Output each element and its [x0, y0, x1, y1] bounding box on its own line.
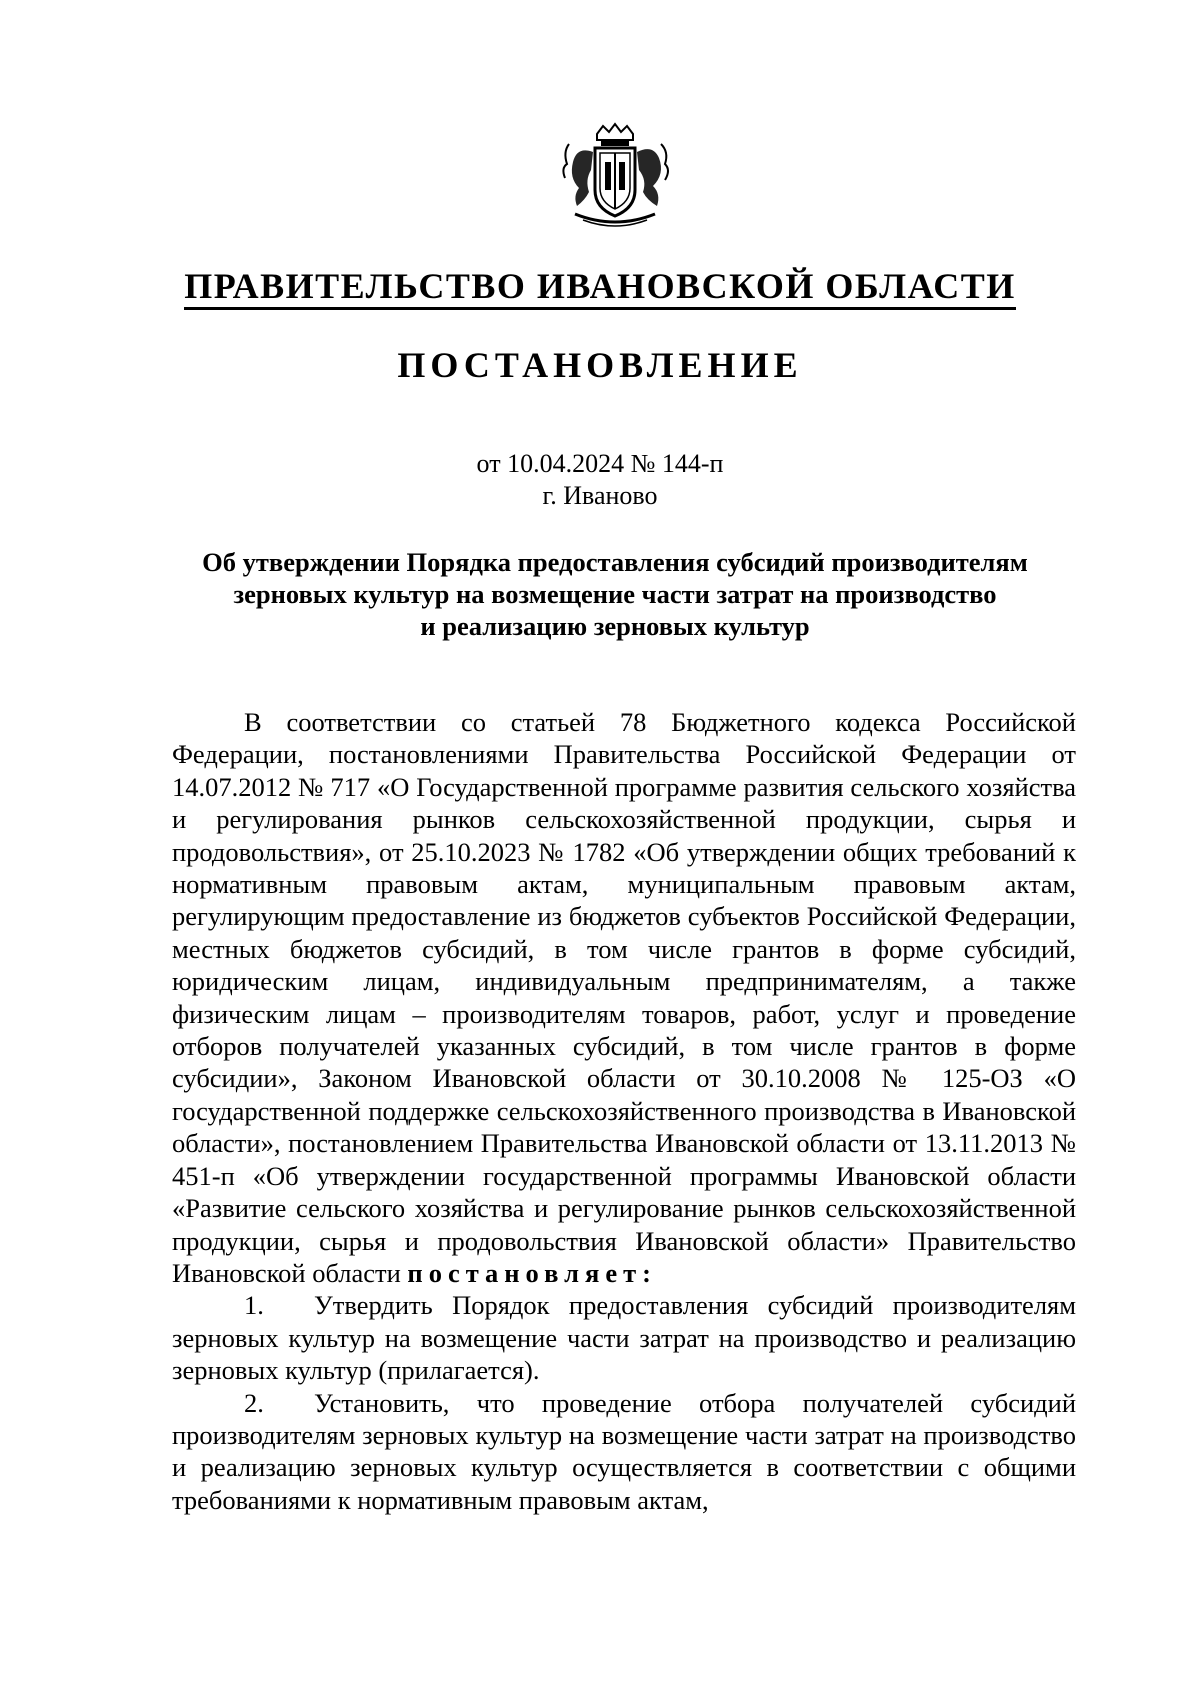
subject-line: зерновых культур на возмещение части затрат на производство [233, 579, 997, 609]
organization-title-text: ПРАВИТЕЛЬСТВО ИВАНОВСКОЙ ОБЛАСТИ [184, 266, 1016, 310]
document-type: ПОСТАНОВЛЕНИЕ [397, 345, 803, 385]
subject-line: и реализацию зерновых культур [420, 611, 810, 641]
item-number: 1. [244, 1290, 264, 1321]
date-number: от 10.04.2024 № 144-п [476, 449, 724, 478]
document-body [172, 706, 1076, 1516]
coat-of-arms-emblem [555, 122, 675, 232]
document-meta [0, 448, 1200, 512]
list-item [172, 1289, 1076, 1386]
organization-title [0, 265, 1200, 307]
list-item [172, 1387, 1076, 1517]
preamble-paragraph [172, 706, 1076, 1289]
item-text: Установить, что проведение отбора получателей субсидий производителям зерновых культур на возмещение части затрат на производство и реализацию зерновых культур осуществляется в соответствии с общими требованиями к нормативным правовым актам, [172, 1387, 1076, 1515]
item-text: Утвердить Порядок предоставления субсидий производителям зерновых культур на возмещение части затрат на производство и реализацию зерновых культур (прилагается). [172, 1290, 1076, 1386]
city: г. Иваново [542, 481, 658, 510]
item-number: 2. [244, 1387, 264, 1418]
resolves-word: постановляет: [407, 1257, 657, 1288]
preamble-text: В соответствии со статьей 78 Бюджетного кодекса Российской Федерации, постановлениями Правительства Российской Федерации от 14.07.2012 № 717 «О Государственной программе развития сельского хозяйства и регулирования рынков сельскохозяйственной продукции, сырья и продовольствия», от 25.10.2023 № 1782 «Об утверждении общих требований к нормативным правовым актам, муниципальным правовым актам, регулирующим предоставление из бюджетов субъектов Российской Федерации, местных бюджетов субсидий, в том числе грантов в форме субсидий, юридическим лицам, индивидуальным предпринимателям, а также физическим лицам – производителям товаров, работ, услуг и проведение отборов получателей указанных субсидий, в том числе грантов в форме субсидии», Законом Ивановской области от 30.10.2008 № 125-ОЗ «О государственной поддержке сельскохозяйственного производства в Ивановской области», постановлением Правительства Ивановской области от 13.11.2013 № 451-п «Об утверждении государственной программы Ивановской области «Развитие сельского хозяйства и регулирование рынков сельскохозяйственной продукции, сырья и продовольствия Ивановской области» Правительство Ивановской области [172, 707, 1076, 1288]
document-subject [170, 546, 1060, 642]
subject-line: Об утверждении Порядка предоставления субсидий производителям [202, 547, 1028, 577]
